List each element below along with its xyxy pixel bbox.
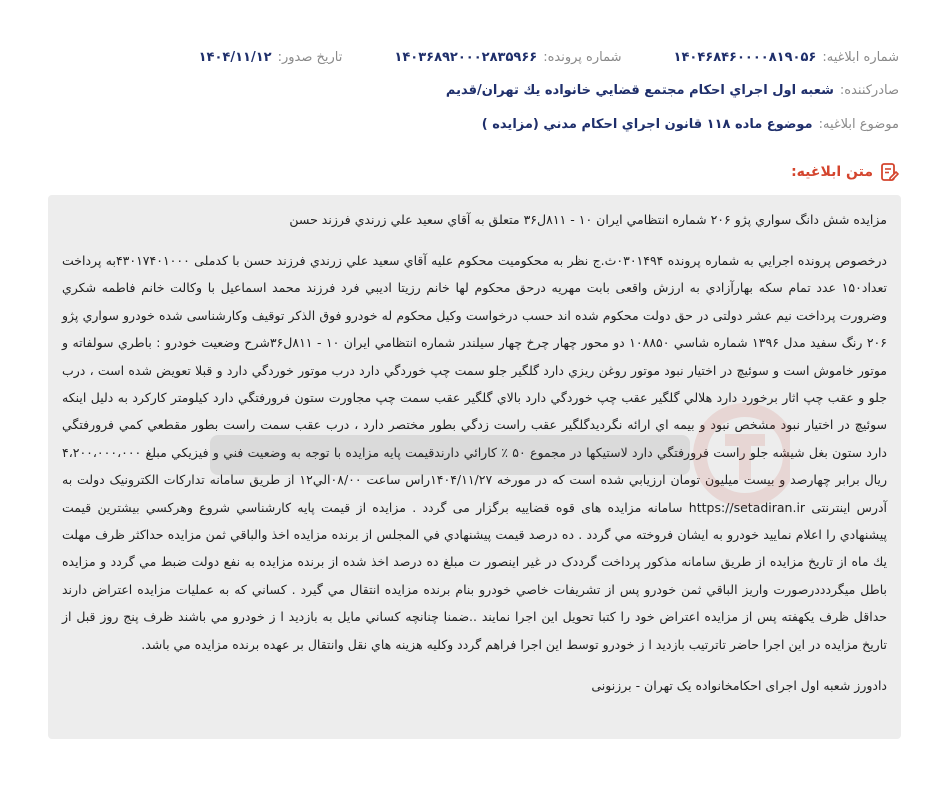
issue-date	[199, 50, 343, 65]
issuer-value: شعبه اول اجراي احكام مجتمع قضايي خانواده يك تهران/قديم	[445, 82, 834, 98]
subject-value: موضوع ماده ۱۱۸ قانون اجراي احکام مدني (مزايده )	[481, 116, 813, 132]
notice-number	[674, 50, 899, 65]
notice-text-heading	[791, 159, 899, 185]
case-number-label: شماره پرونده:	[543, 49, 622, 65]
subject-row	[40, 113, 899, 135]
auction-body-text: درخصوص پرونده اجرايي به شماره پرونده ۰۳۰۱۴۹۴ث.ج نظر به محکوميت محکوم عليه آقاي سعيد علي زرندي فرزند حسن با کدملی ۴۳۰۱۷۴۰۱۰۰۰به پرداخت تعداد۱۵۰ عدد تمام سکه بهارآزادي به ارزش واقعی بابت مهريه درحق محکوم لها خانم رزيتا اديبي فرد فرزند محمد اسماعيل با وکالت خانم فاطمه شکري وضرورت پرداخت نيم عشر دولتی در حق دولت محکوم شده اند حسب درخواست وکيل محکوم له خودرو فوق الذکر توقيف وکارشناسی شده خودرو سواري پژو ۲۰۶ رنگ سفيد مدل ۱۳۹۶ شماره شاسي ۱۰۸۸۵۰ دو محور چهار چرخ چهار سيلندر شماره انتظامي ايران ۱۰ - ۸۱۱ل۳۶شرح وضعيت خودرو : باطري سولفاته و موتور خاموش است و سوئيچ در اختيار نبود موتور روغن ريزي دارد گلگير جلو سمت چپ خوردگي دارد درب موتور خوردگي دارد و قبلا تعويض شده است ، درب جلو و عقب چپ اثار برخورد دارد هلالي گلگير عقب چپ خوردگي دارد بالاي گلگير عقب سمت چپ مجاورت ستون فرورفتگي دارد کيلومتر کارکرد به دليل اينکه سوئيچ در اختيار نبود مشخص نبود و بيمه اي ارائه نگرديدگلگير عقب راست زدگي بطور مختصر دارد ، درب عقب سمت راست بطور مقطعي کمي فرورفتگي دارد ستون بغل شيشه جلو راست فرورفتگي دارد لاستيکها در مجموع ۵۰ ٪ کارائي دارندقيمت پايه مزايده با توجه به وضعيت فني و فيزيکي مبلغ ۴،۲۰۰،۰۰۰،۰۰۰ ريال برابر چهارصد و بيست ميليون تومان ارزيابي شده است که در مورخه ۱۴۰۴/۱۱/۲۷راس ساعت ۰۸/۰۰الي۱۲ از طريق سامانه تدارکات الکترونيک دولت به آدرس اينترنتی https://setadiran.ir سامانه مزايده های قوه قضاييه برگزار می گردد . مزايده از قيمت پايه کارشناسي شروع وهرکسي بيشترين قيمت پيشنهادي را اعلام نماييد خودرو به ايشان فروخته مي گردد . ده درصد قيمت پيشنهادي في المجلس از برنده مزايده اخذ والباقي ثمن مزايده حداکثر ظرف مهلت يك ماه از تاريخ مزايده از طريق سامانه مذکور پرداخت گرددک در غير اينصور ت مبلغ ده درصد اخذ شده از برنده مزايده به نفع دولت ضبط مي گردد و مزايده باطل ميگردددرصورت واريز الباقي ثمن خودرو پس از تشريفات خاصي خودرو بنام برنده مزايده انتقال مي گيرد . کساني که به عمليات مزايده اعتراض دارند حداقل ظرف يکهفته پس از مزايده اعتراض خود را کتبا تحويل اين اجرا نمايند ..ضمنا چنانچه کساني مايل به بازديد ا ز خودرو مي باشند ظرف پنج روز قبل از تاريخ مزايده در اين اجرا حاضر تاترتيب بازديد ا ز خودرو توسط اين اجرا فراهم گردد وکليه هزينه هاي نقل وانتقال بر عهده برنده مزايده مي باشد.	[62, 253, 888, 652]
edit-document-icon	[879, 162, 899, 182]
notice-text-box	[48, 195, 901, 739]
case-number	[394, 50, 621, 65]
notice-text-title: متن ابلاغيه:	[791, 164, 873, 180]
issue-date-value: ۱۴۰۴/۱۱/۱۲	[198, 49, 272, 65]
issuer-row	[40, 79, 899, 101]
notice-number-value: ۱۴۰۴۶۸۴۶۰۰۰۰۸۱۹۰۵۶	[673, 49, 817, 65]
officer-signature: دادورز شعبه اول اجرای احکامخانواده يک تهران - برزنونی	[591, 678, 887, 694]
notice-meta-row	[40, 46, 899, 68]
notice-number-label: شماره ابلاغيه:	[822, 49, 899, 65]
case-number-value: ۱۴۰۳۶۸۹۲۰۰۰۲۸۳۵۹۶۶	[394, 49, 538, 65]
issuer-label: صادرکننده:	[839, 82, 899, 98]
subject-label: موضوع ابلاغيه:	[818, 116, 899, 132]
auction-subject-line: مزايده شش دانگ سواري پژو ۲۰۶ شماره انتظامي ايران ۱۰ - ۸۱۱ل۳۶ متعلق به آقاي سعيد علي زرندي فرزند حسن	[289, 212, 887, 227]
issue-date-label: تاريخ صدور:	[277, 49, 343, 65]
